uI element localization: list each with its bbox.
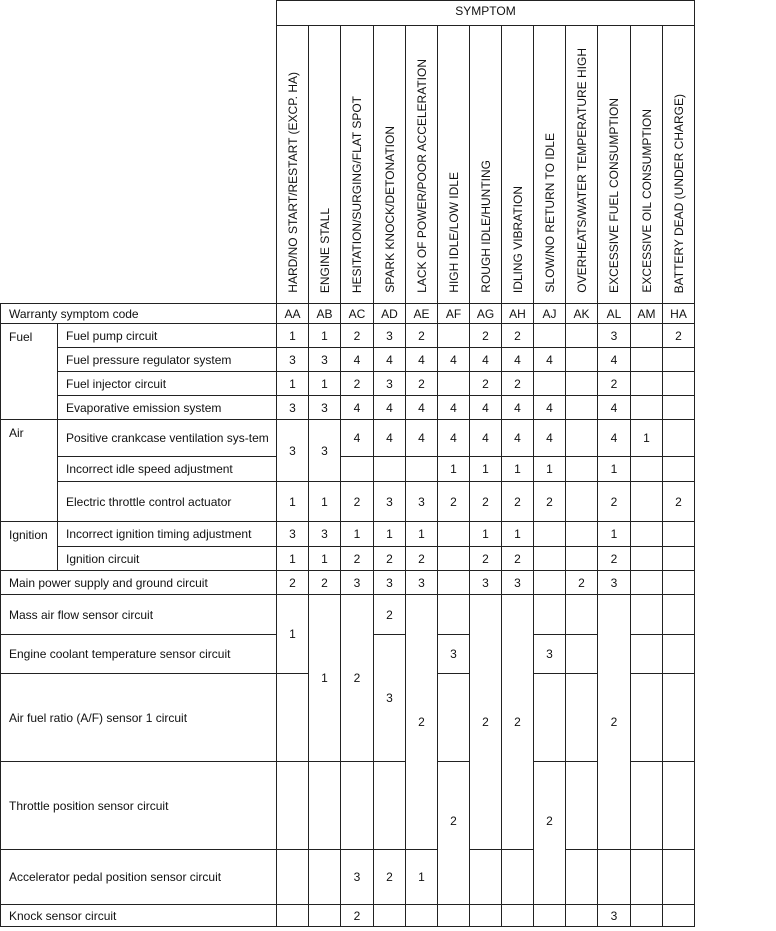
matrix-cell: 4: [502, 420, 534, 457]
matrix-cell: 3: [374, 482, 406, 522]
matrix-cell: [663, 905, 695, 927]
matrix-cell: [374, 905, 406, 927]
matrix-cell: 1: [502, 457, 534, 482]
matrix-cell: 2: [406, 324, 438, 348]
matrix-cell: 2: [470, 482, 502, 522]
matrix-cell: [438, 372, 470, 396]
matrix-cell: [438, 674, 470, 762]
symptom-header-aa: HARD/NO START/RESTART (EXCP. HA): [277, 26, 309, 304]
matrix-cell: 2: [406, 372, 438, 396]
matrix-cell: [470, 850, 502, 905]
matrix-cell: [534, 905, 566, 927]
matrix-cell: 4: [341, 420, 374, 457]
row-label: Main power supply and ground circuit: [1, 571, 277, 595]
symptom-header-ha: BATTERY DEAD (UNDER CHARGE): [663, 26, 695, 304]
row-label: Fuel injector circuit: [58, 372, 277, 396]
matrix-cell: [598, 850, 631, 905]
matrix-cell: [631, 547, 663, 571]
matrix-cell: 3: [598, 571, 631, 595]
matrix-cell: 1: [406, 850, 438, 905]
matrix-cell: 3: [598, 905, 631, 927]
matrix-cell: 2: [663, 482, 695, 522]
matrix-cell: 1: [277, 482, 309, 522]
matrix-cell: [663, 522, 695, 547]
symptom-header-ad: SPARK KNOCK/DETONATION: [374, 26, 406, 304]
code-cell: AD: [374, 304, 406, 324]
matrix-cell: 1: [277, 547, 309, 571]
matrix-cell: 1: [277, 324, 309, 348]
matrix-cell: [534, 522, 566, 547]
matrix-cell: [566, 547, 598, 571]
matrix-cell: [663, 457, 695, 482]
matrix-cell: 4: [406, 348, 438, 372]
matrix-cell: 4: [341, 396, 374, 420]
symptom-header-ab: ENGINE STALL: [309, 26, 341, 304]
matrix-cell: 3: [341, 571, 374, 595]
matrix-cell: [566, 482, 598, 522]
matrix-cell: [631, 396, 663, 420]
matrix-cell: [566, 905, 598, 927]
row-label: Mass air flow sensor circuit: [1, 595, 277, 635]
matrix-cell: 4: [534, 420, 566, 457]
matrix-cell: 3: [502, 571, 534, 595]
code-cell: AM: [631, 304, 663, 324]
matrix-cell: [502, 905, 534, 927]
symptom-header-af: HIGH IDLE/LOW IDLE: [438, 26, 470, 304]
matrix-cell: 4: [406, 396, 438, 420]
matrix-cell: 3: [309, 420, 341, 482]
matrix-cell: [566, 674, 598, 762]
matrix-cell: 3: [470, 571, 502, 595]
matrix-cell: 1: [598, 522, 631, 547]
matrix-cell: 1: [309, 324, 341, 348]
matrix-cell: [631, 905, 663, 927]
symptom-header-ak: OVERHEATS/WATER TEMPERATURE HIGH: [566, 26, 598, 304]
matrix-cell: 1: [341, 522, 374, 547]
symptom-header-ac: HESITATION/SURGING/FLAT SPOT: [341, 26, 374, 304]
matrix-cell: [534, 571, 566, 595]
row-label: Accelerator pedal position sensor circuit: [1, 850, 277, 905]
matrix-cell: [663, 571, 695, 595]
matrix-cell: 2: [438, 762, 470, 905]
matrix-cell: 2: [534, 482, 566, 522]
matrix-cell: 3: [374, 324, 406, 348]
matrix-cell: 2: [341, 595, 374, 762]
matrix-cell: [534, 595, 566, 635]
code-cell: AB: [309, 304, 341, 324]
matrix-cell: [566, 372, 598, 396]
row-label: Air fuel ratio (A/F) sensor 1 circuit: [1, 674, 277, 762]
matrix-cell: 2: [566, 571, 598, 595]
matrix-cell: [438, 324, 470, 348]
matrix-cell: 1: [438, 457, 470, 482]
matrix-cell: [309, 850, 341, 905]
matrix-cell: 4: [534, 396, 566, 420]
matrix-cell: 2: [470, 324, 502, 348]
code-cell: AC: [341, 304, 374, 324]
code-cell: AA: [277, 304, 309, 324]
symptom-title: SYMPTOM: [277, 1, 695, 26]
code-cell: AJ: [534, 304, 566, 324]
row-label: Fuel pressure regulator system: [58, 348, 277, 372]
matrix-cell: 2: [341, 905, 374, 927]
symptom-header-ae: LACK OF POWER/POOR ACCELERATION: [406, 26, 438, 304]
matrix-cell: [663, 762, 695, 850]
matrix-cell: [663, 348, 695, 372]
matrix-cell: 2: [438, 482, 470, 522]
matrix-cell: [406, 457, 438, 482]
matrix-cell: 4: [406, 420, 438, 457]
matrix-cell: 4: [502, 348, 534, 372]
matrix-cell: 2: [502, 372, 534, 396]
symptom-header-ag: ROUGH IDLE/HUNTING: [470, 26, 502, 304]
row-label: Throttle position sensor circuit: [1, 762, 277, 850]
matrix-cell: [438, 571, 470, 595]
row-label: Incorrect idle speed adjustment: [58, 457, 277, 482]
matrix-cell: [534, 547, 566, 571]
matrix-cell: [566, 762, 598, 850]
matrix-cell: 4: [374, 348, 406, 372]
matrix-cell: 3: [309, 348, 341, 372]
warranty-label: Warranty symptom code: [1, 304, 277, 324]
matrix-cell: [566, 457, 598, 482]
row-label: Knock sensor circuit: [1, 905, 277, 927]
matrix-cell: [438, 595, 470, 635]
matrix-cell: 2: [598, 482, 631, 522]
matrix-cell: [663, 372, 695, 396]
matrix-cell: 1: [374, 522, 406, 547]
matrix-cell: 1: [470, 457, 502, 482]
matrix-cell: 3: [374, 372, 406, 396]
matrix-cell: 2: [341, 547, 374, 571]
matrix-cell: [566, 348, 598, 372]
row-label: Engine coolant temperature sensor circuit: [1, 635, 277, 674]
matrix-cell: [631, 571, 663, 595]
matrix-cell: [374, 762, 406, 850]
matrix-cell: [631, 348, 663, 372]
matrix-cell: [438, 547, 470, 571]
matrix-cell: [631, 635, 663, 674]
matrix-cell: 4: [598, 420, 631, 457]
matrix-cell: [663, 674, 695, 762]
matrix-cell: 1: [309, 595, 341, 762]
matrix-cell: 3: [341, 850, 374, 905]
matrix-cell: 4: [438, 396, 470, 420]
matrix-cell: 4: [438, 348, 470, 372]
matrix-cell: [374, 457, 406, 482]
matrix-cell: [631, 674, 663, 762]
matrix-cell: 2: [374, 595, 406, 635]
matrix-cell: [438, 905, 470, 927]
matrix-cell: [663, 595, 695, 635]
matrix-cell: [566, 324, 598, 348]
code-cell: AE: [406, 304, 438, 324]
matrix-cell: 4: [470, 348, 502, 372]
code-cell: AL: [598, 304, 631, 324]
matrix-cell: 3: [277, 348, 309, 372]
matrix-cell: [566, 420, 598, 457]
code-cell: AG: [470, 304, 502, 324]
matrix-cell: [277, 905, 309, 927]
matrix-cell: 3: [406, 482, 438, 522]
matrix-cell: 1: [406, 522, 438, 547]
matrix-cell: 2: [534, 762, 566, 905]
matrix-cell: [534, 372, 566, 396]
matrix-cell: [663, 547, 695, 571]
matrix-cell: 3: [406, 571, 438, 595]
matrix-cell: 1: [470, 522, 502, 547]
symptom-header-am: EXCESSIVE OIL CONSUMPTION: [631, 26, 663, 304]
matrix-cell: 3: [277, 420, 309, 482]
matrix-cell: 4: [470, 396, 502, 420]
code-cell: AF: [438, 304, 470, 324]
matrix-cell: 1: [598, 457, 631, 482]
matrix-cell: [534, 674, 566, 762]
matrix-cell: [631, 850, 663, 905]
matrix-cell: 2: [663, 324, 695, 348]
matrix-cell: 1: [631, 420, 663, 457]
matrix-cell: 2: [502, 547, 534, 571]
row-label: Evaporative emission system: [58, 396, 277, 420]
matrix-cell: 2: [277, 571, 309, 595]
matrix-cell: 4: [598, 396, 631, 420]
category-air: Air: [1, 420, 58, 522]
matrix-cell: 2: [341, 324, 374, 348]
matrix-cell: 2: [598, 595, 631, 850]
row-label: Incorrect ignition timing adjustment: [58, 522, 277, 547]
matrix-cell: 2: [309, 571, 341, 595]
code-cell: HA: [663, 304, 695, 324]
matrix-cell: [534, 324, 566, 348]
matrix-cell: 1: [502, 522, 534, 547]
matrix-cell: [341, 762, 374, 850]
matrix-cell: [566, 595, 598, 635]
category-fuel: Fuel: [1, 324, 58, 420]
matrix-cell: [631, 482, 663, 522]
matrix-cell: 4: [534, 348, 566, 372]
row-label: Positive crankcase ventilation sys-tem: [58, 420, 277, 457]
matrix-cell: 2: [598, 547, 631, 571]
matrix-cell: 2: [341, 372, 374, 396]
matrix-cell: [631, 762, 663, 850]
matrix-cell: [566, 522, 598, 547]
matrix-cell: [406, 905, 438, 927]
matrix-cell: 1: [534, 457, 566, 482]
matrix-cell: [663, 420, 695, 457]
matrix-cell: [631, 324, 663, 348]
matrix-cell: [277, 850, 309, 905]
code-cell: AH: [502, 304, 534, 324]
matrix-cell: [309, 762, 341, 850]
matrix-cell: [566, 396, 598, 420]
matrix-cell: [631, 522, 663, 547]
matrix-cell: 1: [277, 372, 309, 396]
symptom-header-ah: IDLING VIBRATION: [502, 26, 534, 304]
matrix-cell: [341, 457, 374, 482]
matrix-cell: [277, 674, 309, 762]
matrix-cell: 3: [598, 324, 631, 348]
header-blank-corner: [1, 1, 277, 304]
category-ignition: Ignition: [1, 522, 58, 571]
matrix-cell: 1: [277, 595, 309, 674]
matrix-cell: [309, 905, 341, 927]
matrix-cell: [631, 595, 663, 635]
row-label: Fuel pump circuit: [58, 324, 277, 348]
matrix-cell: 3: [438, 635, 470, 674]
row-label: Electric throttle control actuator: [58, 482, 277, 522]
matrix-cell: 4: [438, 420, 470, 457]
matrix-cell: 2: [470, 595, 502, 850]
matrix-cell: 2: [502, 595, 534, 850]
symptom-header-aj: SLOW/NO RETURN TO IDLE: [534, 26, 566, 304]
matrix-cell: 4: [374, 396, 406, 420]
matrix-cell: 2: [406, 595, 438, 850]
matrix-cell: 2: [502, 482, 534, 522]
matrix-cell: [631, 372, 663, 396]
matrix-cell: 2: [502, 324, 534, 348]
matrix-cell: [631, 457, 663, 482]
matrix-cell: 2: [470, 372, 502, 396]
matrix-cell: 4: [598, 348, 631, 372]
matrix-cell: 2: [374, 850, 406, 905]
matrix-cell: 3: [277, 396, 309, 420]
matrix-cell: 3: [277, 522, 309, 547]
matrix-cell: 1: [309, 372, 341, 396]
matrix-cell: 2: [406, 547, 438, 571]
matrix-cell: [663, 850, 695, 905]
matrix-cell: [663, 396, 695, 420]
matrix-cell: [566, 850, 598, 905]
matrix-cell: 1: [309, 547, 341, 571]
matrix-cell: [277, 762, 309, 850]
matrix-cell: [566, 635, 598, 674]
matrix-cell: 2: [341, 482, 374, 522]
matrix-cell: 4: [374, 420, 406, 457]
matrix-cell: 3: [374, 635, 406, 762]
matrix-cell: 4: [470, 420, 502, 457]
matrix-cell: 3: [309, 522, 341, 547]
matrix-cell: 2: [470, 547, 502, 571]
matrix-cell: [663, 635, 695, 674]
matrix-cell: 3: [534, 635, 566, 674]
matrix-cell: [438, 522, 470, 547]
symptom-header-al: EXCESSIVE FUEL CONSUMPTION: [598, 26, 631, 304]
code-cell: AK: [566, 304, 598, 324]
matrix-cell: 4: [502, 396, 534, 420]
matrix-cell: 2: [598, 372, 631, 396]
matrix-cell: [470, 905, 502, 927]
matrix-cell: 2: [374, 547, 406, 571]
matrix-cell: 4: [341, 348, 374, 372]
matrix-cell: 3: [374, 571, 406, 595]
matrix-cell: 3: [309, 396, 341, 420]
row-label: Ignition circuit: [58, 547, 277, 571]
matrix-cell: [502, 850, 534, 905]
matrix-cell: 1: [309, 482, 341, 522]
